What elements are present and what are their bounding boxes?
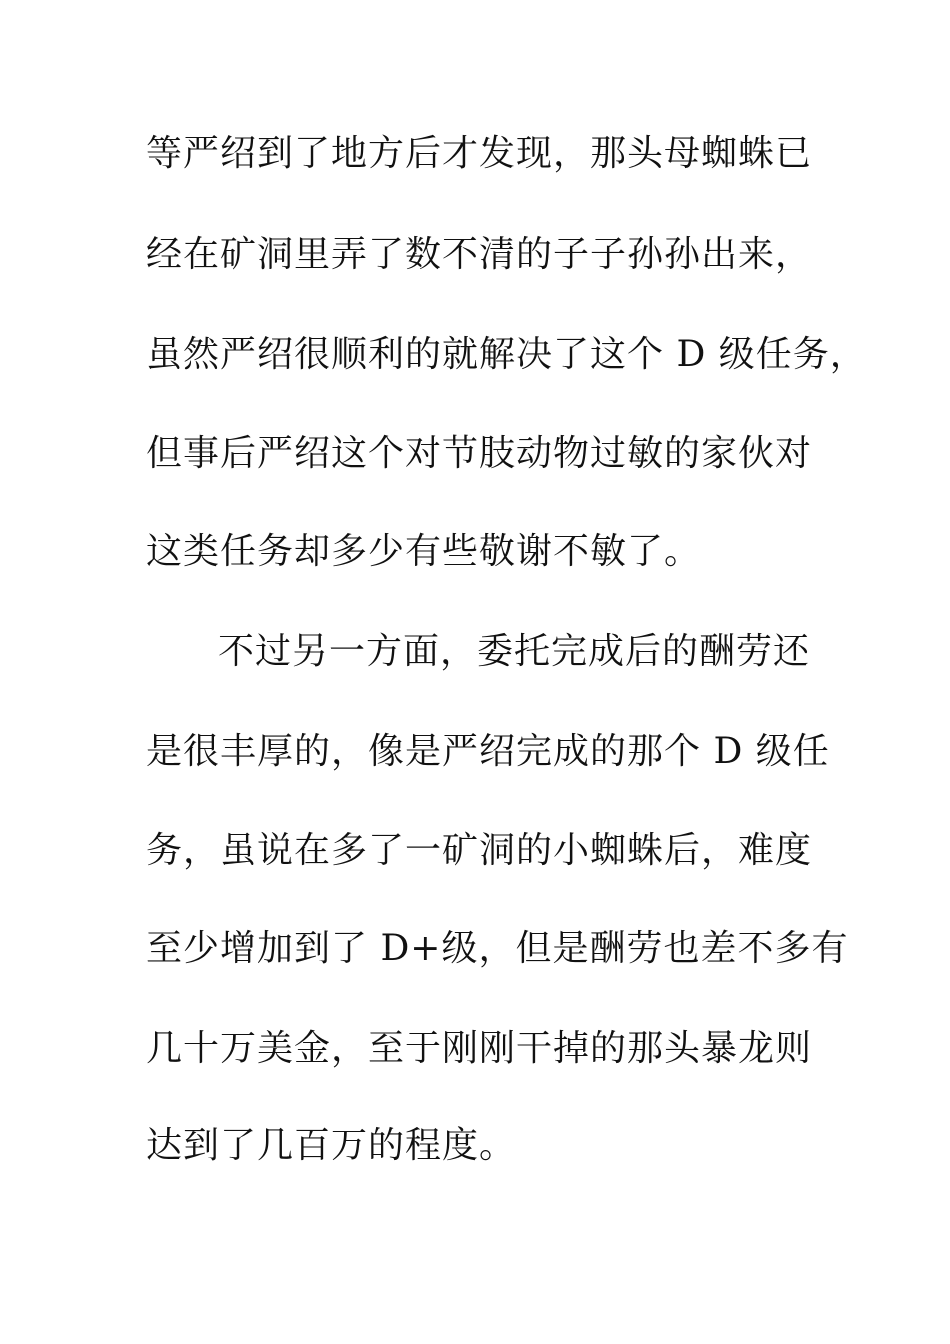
text-line: 等严绍到了地方后才发现，那头母蜘蛛已	[146, 133, 813, 174]
text-line: 但事后严绍这个对节肢动物过敏的家伙对	[146, 433, 813, 474]
text-line: 达到了几百万的程度。	[146, 1125, 517, 1166]
text-line: 这类任务却多少有些敬谢不敏了。	[146, 531, 702, 572]
text-line: 几十万美金，至于刚刚干掉的那头暴龙则	[146, 1028, 813, 1069]
text-line: 至少增加到了 D+级，但是酬劳也差不多有	[146, 928, 849, 969]
paragraph-first-line: 不过另一方面，委托完成后的酬劳还	[218, 631, 811, 672]
text-line: 虽然严绍很顺利的就解决了这个 D 级任务，	[146, 334, 867, 375]
text-line: 是很丰厚的，像是严绍完成的那个 D 级任	[146, 731, 830, 772]
text-line: 务，虽说在多了一矿洞的小蜘蛛后，难度	[146, 830, 813, 871]
text-line: 经在矿洞里弄了数不清的子子孙孙出来，	[146, 234, 813, 275]
